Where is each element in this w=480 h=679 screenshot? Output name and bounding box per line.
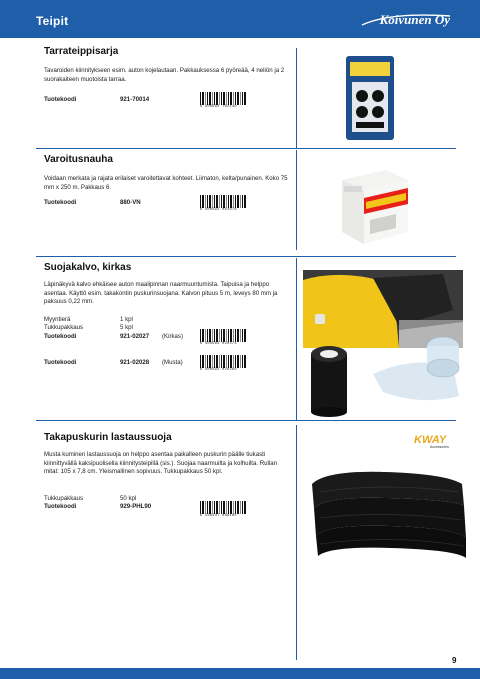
wholesale-pack-label: Tukkupakkaus — [44, 495, 84, 502]
wholesale-pack-value: 5 kpl — [120, 324, 133, 331]
protective-film-images — [303, 270, 463, 418]
sales-unit-value: 1 kpl — [120, 316, 133, 323]
section-title: Takapuskurin lastaussuoja — [44, 432, 172, 443]
barcode-bars-icon — [200, 92, 246, 105]
barcode-bars-icon — [200, 195, 246, 208]
section-title: Varoitusnauha — [44, 154, 113, 165]
section-description: Musta kuminen lastaussuoja on helppo asentaa paikalleen puskurin päälle tiukasti kiinnittyvällä kaksipuolisella kiinnitysteipillä (sis.). Suojaa naarmuilta ja kolhuilta. Rullan mitat: 105 x 7,8 cm. Yleismallinen sopivuus. Tukkupakkaus 50 kpl. — [44, 451, 278, 476]
barcode — [200, 195, 246, 214]
page-header — [0, 0, 480, 38]
barcode-bars-icon — [200, 329, 246, 342]
product-code-label: Tuotekoodi — [44, 199, 77, 206]
page-footer-bar — [0, 668, 480, 679]
barcode-number: 6 400692 702140 — [200, 105, 237, 109]
barcode-number: 6 400692 020280 — [200, 368, 237, 372]
barcode-bars-icon — [200, 355, 246, 368]
product-code-value: 880-VN — [120, 199, 141, 206]
barcode-number: 6 400692 020273 — [200, 342, 237, 346]
velcro-dot-package-image — [340, 52, 402, 144]
barcode-number: 6 438437 089185 — [200, 514, 237, 518]
product-code-label: Tuotekoodi — [44, 359, 77, 366]
company-logo: Koivunen Oy — [379, 12, 450, 27]
barcode — [200, 355, 246, 374]
section-title: Suojakalvo, kirkas — [44, 262, 132, 273]
section-description: Tavaroiden kiinnitykseen esim. auton kojelautaan. Pakkauksessa 6 pyöreää, 4 neliön ja 2 suorakaiteen muotoista tarraa. — [44, 67, 285, 83]
page-number: 9 — [452, 656, 457, 665]
section-description: Läpinäkyvä kalvo ehkäisee auton maalipinnan naarmuuntumista. Taipuisa ja helppo asentaa. Käyttö esim. takakontin puskurinsuojana. Kalvon pituus 5 m, leveys 80 mm ja paksuus 0,22 mm. — [44, 281, 278, 306]
product-code-value: 921-02028 — [120, 359, 150, 366]
section-description: Voidaan merkata ja rajata erilaiset varoitettavat kohteet. Liimaton, kelta/punainen. Koko 75 mm x 250 m. Pakkaus 6. — [44, 175, 288, 191]
wholesale-pack-label: Tukkupakkaus — [44, 324, 84, 331]
barcode-bars-icon — [200, 501, 246, 514]
kway-brand-logo — [412, 432, 458, 450]
section-divider — [36, 148, 456, 149]
product-code-value: 921-02027 — [120, 333, 150, 340]
column-divider — [296, 48, 297, 148]
column-divider — [296, 425, 297, 660]
warning-tape-box-image — [336, 158, 412, 248]
variant-note: (Musta) — [162, 359, 183, 366]
barcode — [200, 92, 246, 111]
svg-text:Accessories: Accessories — [430, 445, 449, 449]
product-code-value: 921-70014 — [120, 96, 150, 103]
section-divider — [36, 256, 456, 257]
barcode — [200, 501, 246, 520]
barcode-number: 6 400692 001076 — [200, 208, 237, 212]
column-divider — [296, 150, 297, 250]
barcode — [200, 329, 246, 348]
wholesale-pack-value: 50 kpl — [120, 495, 137, 502]
product-code-label: Tuotekoodi — [44, 96, 77, 103]
section-title: Tarrateippisarja — [44, 46, 119, 57]
product-code-label: Tuotekoodi — [44, 503, 77, 510]
bumper-protector-image — [306, 466, 468, 576]
category-title: Teipit — [36, 14, 69, 28]
product-code-label: Tuotekoodi — [44, 333, 77, 340]
section-divider — [36, 420, 456, 421]
variant-note: (Kirkas) — [162, 333, 183, 340]
column-divider — [296, 258, 297, 420]
svg-text:KWAY: KWAY — [414, 434, 447, 446]
product-code-value: 929-PHL90 — [120, 503, 152, 510]
sales-unit-label: Myyntierä — [44, 316, 71, 323]
